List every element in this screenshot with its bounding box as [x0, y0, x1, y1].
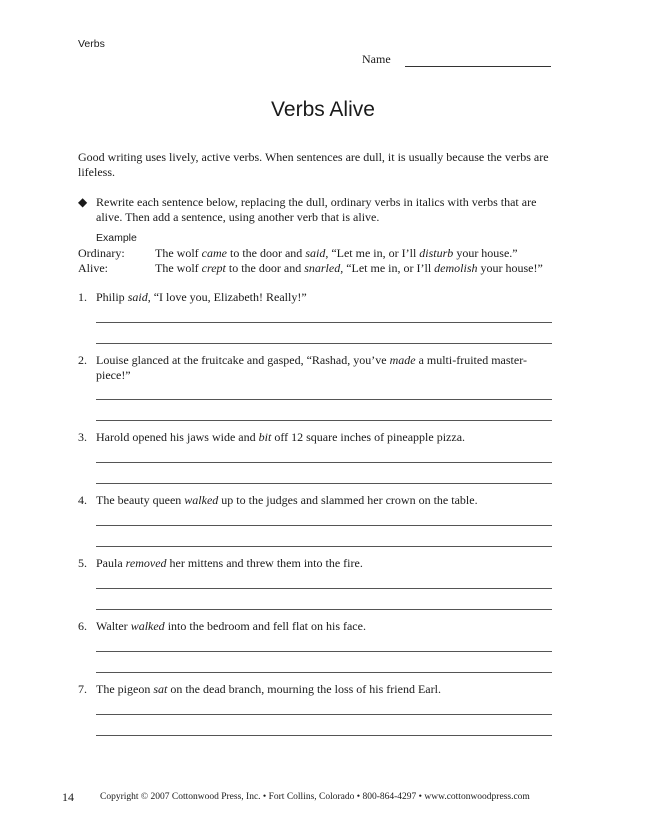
exercise-item — [78, 556, 558, 571]
exercise-item — [78, 430, 558, 445]
italic-verb: came — [201, 246, 227, 260]
exercise-number: 4. — [78, 493, 87, 507]
name-field — [362, 52, 551, 67]
example-row-label: Alive: — [78, 261, 108, 275]
example-row-sentence — [155, 261, 543, 276]
exercise-sentence — [96, 353, 558, 383]
exercise-item — [78, 682, 558, 697]
sentence-text: Walter — [96, 619, 131, 633]
example-ordinary-row — [78, 246, 568, 261]
sentence-text: your house!” — [477, 261, 543, 275]
sentence-text: Louise glanced at the fruitcake and gasped, “Rashad, you’ve — [96, 353, 390, 367]
exercise-number: 1. — [78, 290, 87, 304]
italic-verb: sat — [153, 682, 168, 696]
italic-verb: removed — [125, 556, 167, 570]
sentence-text: , “Let me in, or I’ll — [325, 246, 420, 260]
exercise-number: 3. — [78, 430, 87, 444]
answer-line[interactable] — [96, 462, 552, 463]
sentence-text: into the bedroom and fell flat on his face. — [164, 619, 366, 633]
answer-line[interactable] — [96, 651, 552, 652]
copyright-footer: Copyright © 2007 Cottonwood Press, Inc. • Fort Collins, Colorado • 800-864-4297 • www.cottonwoodpress.com — [100, 792, 530, 802]
answer-line[interactable] — [96, 525, 552, 526]
sentence-text: Paula — [96, 556, 126, 570]
exercise-item — [78, 290, 558, 305]
sentence-text: , “Let me in, or I’ll — [340, 261, 435, 275]
exercise-number: 2. — [78, 353, 87, 367]
page-title: Verbs Alive — [271, 98, 375, 121]
italic-verb: crept — [201, 261, 226, 275]
name-blank-line[interactable] — [405, 54, 551, 67]
answer-line[interactable] — [96, 322, 552, 323]
sentence-text: up to the judges and slammed her crown on the table. — [218, 493, 478, 507]
italic-verb: walked — [184, 493, 219, 507]
example-row-sentence — [155, 246, 518, 261]
name-label: Name — [362, 52, 391, 66]
sentence-text: a multi-fruited master-piece!” — [96, 353, 527, 382]
italic-verb: said — [127, 290, 148, 304]
exercise-sentence — [96, 682, 441, 697]
answer-line[interactable] — [96, 588, 552, 589]
example-alive-row — [78, 261, 568, 276]
instruction-text: Rewrite each sentence below, replacing the dull, ordinary verbs in italics with verbs that are alive. Then add a sentence, using another verb that is alive. — [96, 195, 537, 224]
sentence-text: The beauty queen — [96, 493, 185, 507]
answer-line[interactable] — [96, 399, 552, 400]
sentence-text: The pigeon — [96, 682, 154, 696]
answer-line[interactable] — [96, 609, 552, 610]
answer-line[interactable] — [96, 546, 552, 547]
example-label: Example — [96, 232, 137, 244]
sentence-text: off 12 square inches of pineapple pizza. — [271, 430, 466, 444]
diamond-bullet-icon: ◆ — [78, 195, 88, 209]
exercise-sentence — [96, 556, 363, 571]
exercise-sentence — [96, 493, 478, 508]
example-row-label: Ordinary: — [78, 246, 125, 260]
exercise-number: 7. — [78, 682, 87, 696]
sentence-text: The wolf — [155, 261, 202, 275]
answer-line[interactable] — [96, 735, 552, 736]
italic-verb: snarled — [304, 261, 341, 275]
exercise-item — [78, 353, 558, 383]
intro-paragraph: Good writing uses lively, active verbs. When sentences are dull, it is usually because the verbs are lifeless. — [78, 150, 549, 179]
exercise-sentence — [96, 290, 307, 305]
exercise-item — [78, 619, 558, 634]
sentence-text: on the dead branch, mourning the loss of his friend Earl. — [167, 682, 441, 696]
italic-verb: disturb — [419, 246, 454, 260]
instructions — [78, 195, 558, 225]
exercise-sentence — [96, 430, 465, 445]
answer-line[interactable] — [96, 420, 552, 421]
sentence-text: your house.” — [453, 246, 518, 260]
exercise-number: 5. — [78, 556, 87, 570]
exercise-sentence — [96, 619, 366, 634]
italic-verb: demolish — [434, 261, 478, 275]
answer-line[interactable] — [96, 714, 552, 715]
italic-verb: walked — [130, 619, 165, 633]
sentence-text: Harold opened his jaws wide and — [96, 430, 259, 444]
exercise-number: 6. — [78, 619, 87, 633]
answer-line[interactable] — [96, 483, 552, 484]
sentence-text: , “I love you, Elizabeth! Really!” — [147, 290, 307, 304]
italic-verb: said — [305, 246, 326, 260]
sentence-text: to the door and — [225, 261, 305, 275]
answer-line[interactable] — [96, 672, 552, 673]
sentence-text: The wolf — [155, 246, 202, 260]
italic-verb: made — [389, 353, 416, 367]
exercise-item — [78, 493, 558, 508]
sentence-text: Philip — [96, 290, 128, 304]
answer-line[interactable] — [96, 343, 552, 344]
sentence-text: her mittens and threw them into the fire. — [166, 556, 363, 570]
sentence-text: to the door and — [226, 246, 306, 260]
page-number: 14 — [62, 790, 74, 804]
section-label: Verbs — [78, 38, 105, 50]
italic-verb: bit — [258, 430, 272, 444]
